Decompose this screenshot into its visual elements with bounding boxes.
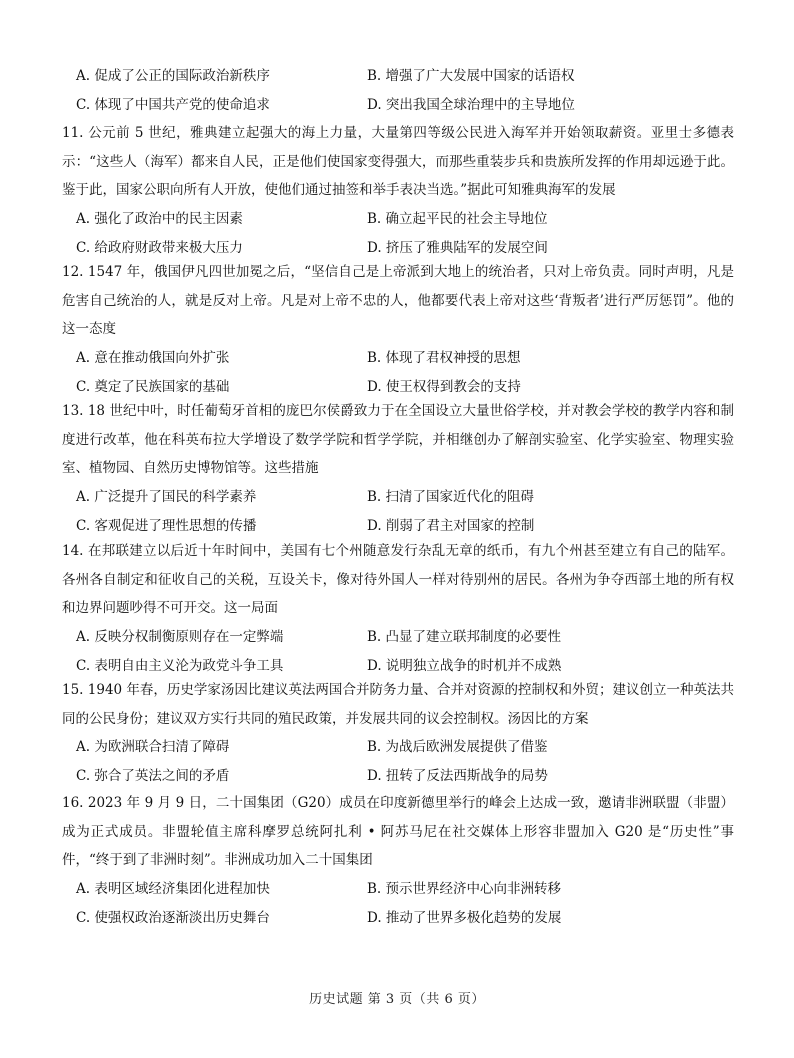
question-stem: 12. 1547 年，俄国伊凡四世加冕之后，“坚信自己是上帝派到大地上的统治者，只对上帝负责。同时声明，凡是危害自己统治的人，就是反对上帝。凡是对上帝不忠的人，他都要代表上帝对这些‘背叛者’进行严厉惩罚”。他的这一态度: [62, 264, 734, 338]
question-16: [62, 789, 734, 933]
option-b: B. 凸显了建立联邦制度的必要性: [367, 628, 562, 645]
option-c: C. 给政府财政带来极大压力: [76, 239, 243, 256]
option-b: B. 体现了君权神授的思想: [367, 349, 521, 366]
question-12: [62, 258, 734, 402]
option-a: A. 广泛提升了国民的科学素养: [76, 488, 257, 505]
q10-options: [76, 62, 736, 120]
question-options: [76, 733, 734, 791]
option-c: C. 客观促进了理性思想的传播: [76, 517, 257, 534]
option-row: [76, 904, 734, 933]
option-a: A. 表明区域经济集团化进程加快: [76, 880, 270, 897]
option-a: A. 反映分权制衡原则存在一定弊端: [76, 628, 284, 645]
option-a: A. 强化了政治中的民主因素: [76, 210, 243, 227]
option-c: C. 奠定了民族国家的基础: [76, 378, 230, 395]
option-b: B. 确立起平民的社会主导地位: [367, 210, 548, 227]
page-footer: 历史试题 第 3 页（共 6 页）: [309, 992, 485, 1007]
option-a: A. 为欧洲联合扫清了障碍: [76, 739, 230, 756]
question-options: [76, 205, 734, 263]
option-row: [76, 762, 734, 791]
option-d: D. 推动了世界多极化趋势的发展: [367, 909, 562, 926]
question-options: [76, 344, 734, 402]
question-13: [62, 397, 734, 541]
question-stem: 16. 2023 年 9 月 9 日，二十国集团（G20）成员在印度新德里举行的峰会上达成一致，邀请非洲联盟（非盟）成为正式成员。非盟轮值主席科摩罗总统阿扎利 • 阿苏马尼在社交媒体上形容非盟加入 G20 是“历史性”事件，“终于到了非洲时刻”。非洲成功加入二十国集团: [62, 795, 734, 869]
question-stem: 14. 在邦联建立以后近十年时间中，美国有七个州随意发行杂乱无章的纸币，有九个州甚至建立有自己的陆军。各州各自制定和征收自己的关税，互设关卡，像对待外国人一样对待别州的居民。各州为争夺西部土地的所有权和边界问题吵得不可开交。这一局面: [62, 543, 734, 617]
option-b: B. 增强了广大发展中国家的话语权: [367, 68, 575, 84]
option-row: [76, 875, 734, 904]
question-stem: 11. 公元前 5 世纪，雅典建立起强大的海上力量，大量第四等级公民进入海军并开始领取薪资。亚里士多德表示：“这些人（海军）都来自人民，正是他们使国家变得强大，而那些重装步兵和贵族所发挥的作用却远逊于此。鉴于此，国家公职向所有人开放，使他们通过抽签和举手表决当选。”据此可知雅典海军的发展: [62, 125, 734, 199]
option-d: D. 突出我国全球治理中的主导地位: [367, 97, 575, 113]
option-c: C. 弥合了英法之间的矛盾: [76, 768, 230, 785]
option-row: [76, 91, 736, 120]
question-15: [62, 676, 734, 791]
option-row: [76, 205, 734, 234]
option-d: D. 扭转了反法西斯战争的局势: [367, 768, 548, 785]
option-row: [76, 733, 734, 762]
question-options: [76, 623, 734, 681]
option-d: D. 说明独立战争的时机并不成熟: [367, 657, 562, 674]
option-row: [76, 62, 736, 91]
question-11: [62, 119, 734, 263]
option-d: D. 使王权得到教会的支持: [367, 378, 521, 395]
option-row: [76, 623, 734, 652]
question-options: [76, 875, 734, 933]
option-c: C. 使强权政治逐渐淡出历史舞台: [76, 909, 270, 926]
question-stem: 15. 1940 年春，历史学家汤因比建议英法两国合并防务力量、合并对资源的控制权和外贸；建议创立一种英法共同的公民身份；建议双方实行共同的殖民政策，并发展共同的议会控制权。汤因比的方案: [62, 682, 734, 727]
option-c: C. 表明自由主义沦为政党斗争工具: [76, 657, 284, 674]
option-c: C. 体现了中国共产党的使命追求: [76, 97, 270, 113]
question-stem: 13. 18 世纪中叶，时任葡萄牙首相的庞巴尔侯爵致力于在全国设立大量世俗学校，并对教会学校的教学内容和制度进行改革，他在科英布拉大学增设了数学学院和哲学学院，并相继创办了解剖实验室、化学实验室、物理实验室、植物园、自然历史博物馆等。这些措施: [62, 403, 734, 477]
option-b: B. 为战后欧洲发展提供了借鉴: [367, 739, 548, 756]
option-b: B. 扫清了国家近代化的阻碍: [367, 488, 535, 505]
option-d: D. 削弱了君主对国家的控制: [367, 517, 535, 534]
option-b: B. 预示世界经济中心向非洲转移: [367, 880, 562, 897]
question-options: [76, 483, 734, 541]
option-a: A. 意在推动俄国向外扩张: [76, 349, 230, 366]
option-a: A. 促成了公正的国际政治新秩序: [76, 68, 270, 84]
option-row: [76, 344, 734, 373]
option-row: [76, 483, 734, 512]
option-d: D. 挤压了雅典陆军的发展空间: [367, 239, 548, 256]
question-14: [62, 537, 734, 681]
